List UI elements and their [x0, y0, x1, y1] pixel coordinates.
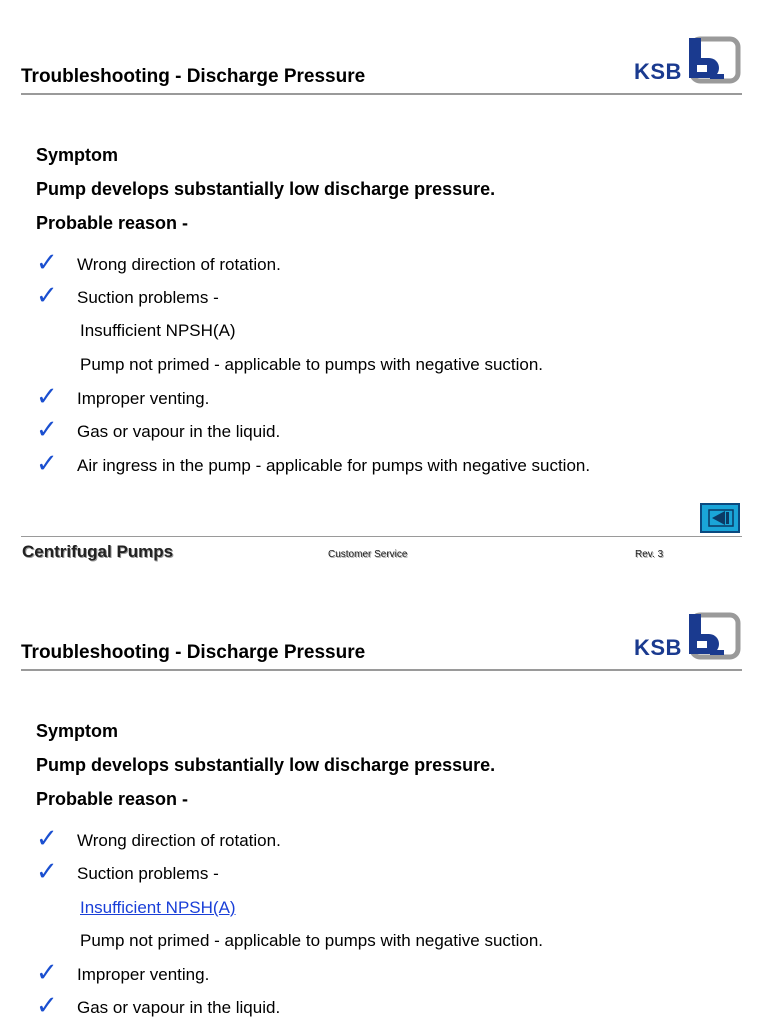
back-arrow-icon: [708, 509, 734, 527]
slide-title: Troubleshooting - Discharge Pressure: [21, 66, 366, 87]
check-icon: ✓: [36, 248, 58, 278]
npsh-link[interactable]: Insufficient NPSH(A): [80, 898, 236, 917]
sub-item: Pump not primed - applicable to pumps with negative suction.: [80, 931, 544, 950]
symptom-statement: Pump develops substantially low discharge pressure.: [36, 755, 496, 775]
footer-course-title: Centrifugal Pumps: [22, 542, 174, 561]
symptom-heading: Symptom: [36, 721, 119, 741]
check-icon: ✓: [36, 415, 58, 445]
check-icon: ✓: [36, 382, 58, 412]
logo-text: KSB: [634, 59, 682, 84]
sub-item: Pump not primed - applicable to pumps with negative suction.: [80, 355, 544, 374]
sub-item: Insufficient NPSH(A): [80, 321, 236, 340]
ksb-logo-icon: [686, 612, 742, 662]
back-nav-button[interactable]: [700, 503, 740, 533]
check-icon: ✓: [36, 857, 58, 887]
title-divider: [21, 93, 742, 95]
symptom-statement: Pump develops substantially low discharge pressure.: [36, 179, 496, 199]
footer-revision: Rev. 3: [635, 549, 664, 560]
slide-1: Troubleshooting - Discharge Pressure KSB Symptom Pump develops substantially low discharge pressure. Probable reason - ✓ Wrong direction of rotation. ✓ Suction problems - Insufficient NPSH(A) Pump not primed - applicable to pumps with negative suction. ✓ Improper venting. ✓ Gas or vapour in the liquid. ✓ Air ingress in the pump - applicable for pumps with negative suction. Centrifugal Pumps Customer Service Rev. 3: [0, 0, 768, 576]
slide-title: Troubleshooting - Discharge Pressure: [21, 642, 366, 663]
check-icon: ✓: [36, 958, 58, 988]
logo-text: KSB: [634, 635, 682, 660]
check-icon: ✓: [36, 281, 58, 311]
check-icon: ✓: [36, 991, 58, 1021]
check-icon: ✓: [36, 449, 58, 479]
footer-divider: [21, 536, 742, 537]
ksb-logo: [634, 612, 744, 664]
ksb-logo: [634, 36, 744, 88]
ksb-logo-icon: [686, 36, 742, 86]
reason-heading: Probable reason -: [36, 789, 189, 809]
slide-2: Troubleshooting - Discharge Pressure KSB Symptom Pump develops substantially low discharge pressure. Probable reason - ✓ Wrong direction of rotation. ✓ Suction problems - Insufficient NPSH(A) Pump not primed - applicable to pumps with negative suction. ✓ Improper venting. ✓ Gas or vapour in the liquid.: [0, 576, 768, 1024]
check-icon: ✓: [36, 824, 58, 854]
footer-department: Customer Service: [328, 549, 408, 560]
title-divider: [21, 669, 742, 671]
symptom-heading: Symptom: [36, 145, 119, 165]
reason-heading: Probable reason -: [36, 213, 189, 233]
